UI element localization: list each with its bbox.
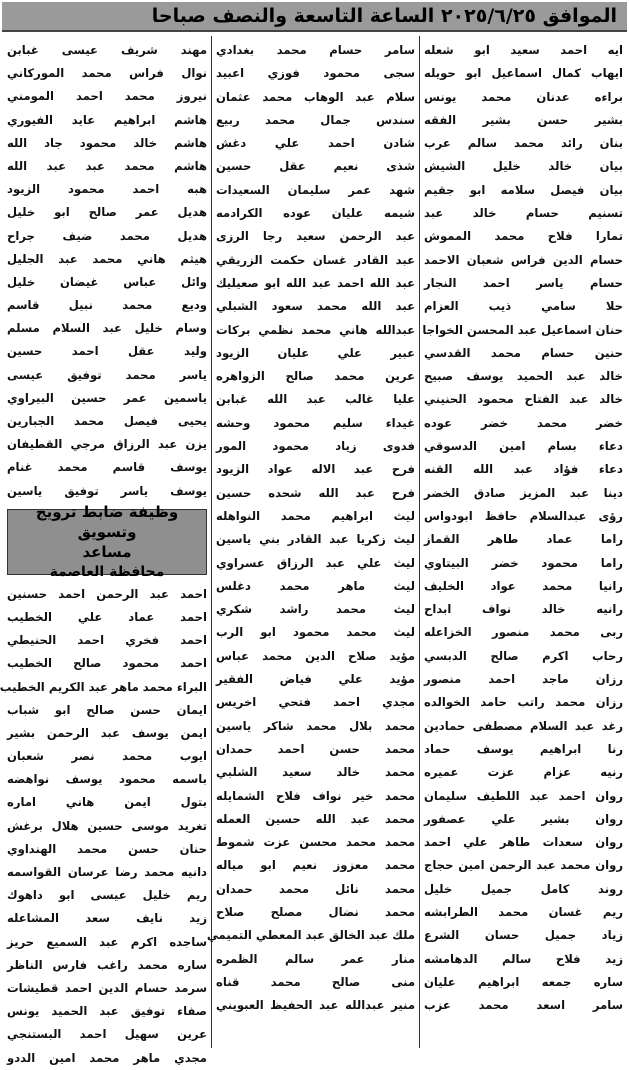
name-entry: تمارا فلاح محمد المموش <box>424 229 623 244</box>
name-entry: فرح عبد الله شحده حسين <box>216 485 415 500</box>
name-entry: ساره جمعه ابراهيم عليان <box>424 974 623 989</box>
name-entry: خضر محمد خضر عوده <box>424 415 623 430</box>
name-entry: بتول ايمن هاني اماره <box>7 795 207 810</box>
name-entry: محمد محمد محسن عزت شموط <box>216 835 415 850</box>
name-entry: خالد عبد الفتاح محمود الحنيني <box>424 392 623 407</box>
name-entry: هاشم محمد عبد عبد الله <box>7 158 207 173</box>
left-top-list <box>7 39 207 503</box>
name-entry: بشير حسن بشير الفقه <box>424 112 623 127</box>
page-header <box>2 2 627 32</box>
name-entry: مؤيد صلاح الدين محمد عباس <box>216 648 415 663</box>
name-entry: ساره محمد راغب فارس الناظر <box>7 957 207 972</box>
name-entry: ايه احمد سعيد ابو شعله <box>424 43 623 57</box>
left-bottom-list <box>0 583 207 1070</box>
name-entry: ايمن يوسف عبد الرحمن بشير <box>7 725 207 740</box>
name-entry: سرمد حسام الدين احمد قطيشات <box>7 980 207 995</box>
name-entry: عبد القادر غسان حكمت الزريقي <box>216 252 415 267</box>
name-entry: محمد خالد سعيد الشلبي <box>216 765 415 780</box>
name-entry: ليث زكريا عبد القادر بني ياسين <box>216 532 415 547</box>
name-entry: وائل عباس غيضان خليل <box>7 274 207 289</box>
name-entry: زيد نايف سعد المشاعله <box>7 911 207 926</box>
name-entry: محمد عبد الله حسين العمله <box>216 811 415 826</box>
name-entry: بنان رائد محمد سالم عرب <box>424 136 623 151</box>
name-entry: راما محمود خضر البيتاوي <box>424 555 623 570</box>
name-entry: يوسف قاسم محمد غنام <box>7 460 207 475</box>
name-entry: رنا ابراهيم يوسف حماد <box>424 741 623 756</box>
name-entry: عرين محمد صالح الزواهره <box>216 369 415 384</box>
name-entry: روند كامل جميل خليل <box>424 881 623 896</box>
name-entry: احمد فخري احمد الحنيطي <box>7 633 207 648</box>
column-right <box>419 36 627 1048</box>
name-entry: حنان اسماعيل عبد المحسن الخواجا <box>422 322 623 337</box>
name-entry: هيثم هاني محمد عبد الجليل <box>7 251 207 266</box>
name-entry: البراء محمد ماهر عبد الكريم الخطيب <box>0 679 207 694</box>
name-entry: شادن احمد علي دغش <box>216 136 415 151</box>
name-entry: رزان محمد راتب حامد الخوالده <box>424 695 623 710</box>
column-middle <box>206 36 419 1048</box>
name-entry: رغد عبد السلام مصطفى حمادين <box>424 718 623 733</box>
job-title-line3: محافظة العاصمة <box>49 563 165 580</box>
name-entry: محمد حسن احمد حمدان <box>216 741 415 756</box>
name-entry: هديل محمد ضيف جراح <box>7 228 207 243</box>
name-entry: منير عبدالله عبد الحفيظ العبويني <box>216 998 415 1013</box>
name-entry: مجدي احمد فتحي اخريس <box>216 695 415 710</box>
name-entry: يزن عبد الرزاق مرجي القطيفان <box>7 437 207 452</box>
name-entry: ياسر محمد توفيق عيسى <box>7 367 207 382</box>
name-entry: شذى نعيم عقل حسين <box>216 159 415 174</box>
name-entry: روان احمد عبد اللطيف سليمان <box>424 788 623 803</box>
name-entry: ايهاب كمال اسماعيل ابو حويله <box>424 66 623 81</box>
name-entry: دعاء بسام امين الدسوقي <box>424 439 623 454</box>
name-entry: محمد نائل محمد حمدان <box>216 881 415 896</box>
name-entry: يحيى فيصل محمد الجبارين <box>7 414 207 428</box>
job-title-line1: وظيفة ضابط ترويج وتسويق <box>35 502 179 541</box>
name-entry: شهد عمر سليمان السعيدات <box>216 182 415 197</box>
name-entry: هديل عمر صالح ابو خليل <box>7 205 207 220</box>
name-entry: فدوى زياد محمود المور <box>216 439 415 454</box>
name-entry: صفاء توفيق عبد الحميد يونس <box>7 1004 207 1019</box>
name-entry: مجدي ماهر محمد امين الددو <box>7 1050 207 1065</box>
name-entry: رانيه خالد نواف ابداح <box>424 602 623 617</box>
name-entry: براءه عدنان محمد يونس <box>424 89 623 104</box>
name-entry: سلام عبد الوهاب محمد عثمان <box>216 89 415 104</box>
name-entry: نيروز محمد احمد المومني <box>7 89 207 104</box>
name-entry: حلا سامي ذيب العزام <box>424 299 623 314</box>
name-entry: ريم خليل عيسى ابو داهوك <box>7 888 207 903</box>
name-entry: دعاء فؤاد عبد الله القنه <box>424 462 623 477</box>
name-entry: حسام الدين فراس شعبان الاحمد <box>424 252 623 267</box>
name-entry: رانيا محمد عواد الخليف <box>424 578 623 593</box>
name-entry: رزان ماجد احمد منصور <box>424 672 623 687</box>
name-entry: عليا غالب عبد الله غبابن <box>216 392 415 407</box>
columns-container <box>0 36 627 1065</box>
name-entry: عبد الرحمن سعيد رجا الرزى <box>216 229 415 244</box>
name-entry: محمد خير نواف فلاح الشمايله <box>216 788 415 803</box>
name-entry: عبدالله هاني محمد نظمي بركات <box>216 322 415 337</box>
name-entry: سامر حسام محمد بغدادي <box>216 43 415 57</box>
name-entry: بيان فيصل سلامه ابو جقيم <box>424 182 623 197</box>
name-entry: يوسف ياسر توفيق ياسين <box>7 483 207 498</box>
name-entry: عرين سهيل احمد البستنجي <box>7 1027 207 1042</box>
name-entry: ليث علي عبد الرزاق عسراوي <box>216 555 415 570</box>
name-entry: رحاب اكرم صالح الدبسي <box>424 648 623 663</box>
name-entry: رنيه عزام عزت عميره <box>424 765 623 780</box>
name-entry: غيداء سليم محمود وحشه <box>216 415 415 430</box>
name-entry: منى صالح محمد قناه <box>216 974 415 989</box>
name-entry: وسام خليل عبد السلام مسلم <box>7 321 207 336</box>
name-entry: روان سعدات طاهر علي احمد <box>424 835 623 850</box>
name-entry: وديع محمد نبيل قاسم <box>7 298 207 313</box>
name-entry: حنين حسام محمد القدسي <box>424 345 623 360</box>
name-entry: هاشم خالد محمود جاد الله <box>7 135 207 150</box>
job-title-box <box>7 502 207 580</box>
name-entry: محمد معزوز نعيم ابو مياله <box>216 858 415 873</box>
name-entry: حنان حسن محمد الهنداوي <box>7 841 207 856</box>
name-entry: روان بشير علي عصفور <box>424 811 623 826</box>
name-entry: زيد فلاح سالم الدهامشه <box>424 951 623 966</box>
name-entry: ملك عبد الخالق عبد المعطي التميمي <box>206 928 415 943</box>
name-entry: احمد محمود صالح الخطيب <box>7 656 207 671</box>
name-entry: سجى محمود فوزي اعبيد <box>216 66 415 81</box>
name-entry: ريم غسان محمد الطرابشه <box>424 904 623 919</box>
name-entry: شيمه عليان عوده الكرادمه <box>216 206 415 221</box>
name-entry: عبد الله احمد عبد الله ابو صعيليك <box>216 275 415 290</box>
name-entry: عبير علي عليان الزيود <box>216 345 415 360</box>
name-entry: دينا عبد المزيز صادق الخضر <box>424 485 623 500</box>
name-entry: ليث محمد محمود ابو الرب <box>216 625 415 640</box>
name-entry: بيان خالد خليل الشيش <box>424 159 623 174</box>
name-entry: باسمه محمود يوسف نواهضه <box>7 772 207 787</box>
name-entry: عبد الله محمد سعود الشبلي <box>216 299 415 314</box>
name-entry: زياد جميل حسان الشرع <box>424 928 623 943</box>
name-entry: محمد بلال محمد شاكر ياسين <box>216 718 415 733</box>
name-entry: سامر اسعد محمد عزب <box>424 998 623 1013</box>
name-entry: احمد عبد الرحمن احمد حسنين <box>7 586 207 601</box>
name-entry: ايوب محمد نصر شعبان <box>7 749 207 764</box>
name-entry: رؤى عبدالسلام حافظ ابودواس <box>424 508 623 523</box>
name-entry: محمد نضال مصلح صلاح <box>216 904 415 919</box>
name-entry: منار عمر سالم الظمره <box>216 951 415 966</box>
name-entry: هبه احمد محمود الزيود <box>7 182 207 197</box>
name-entry: تغريد موسى حسين هلال برغش <box>7 818 207 833</box>
name-entry: سندس جمال محمد ربيع <box>216 112 415 127</box>
name-entry: نوال فراس محمد الموركاني <box>7 66 207 81</box>
name-entry: مهند شريف عيسى غبابن <box>7 43 207 57</box>
name-entry: فرح عبد الاله عواد الزيود <box>216 462 415 477</box>
name-entry: هاشم ابراهيم عايد الفيوري <box>7 112 207 127</box>
name-entry: احمد عماد علي الخطيب <box>7 609 207 624</box>
name-entry: ياسمين عمر حسين البيراوي <box>7 390 207 405</box>
name-entry: ليث محمد راشد شكري <box>216 602 415 617</box>
name-entry: وليد عقل احمد حسين <box>7 344 207 359</box>
name-entry: ليث ماهر محمد دغلس <box>216 578 415 593</box>
header-title: الموافق ٢٠٢٥/٦/٢٥ الساعة التاسعة والنصف صباحا <box>151 5 617 27</box>
name-entry: راما عماد طاهر القماز <box>424 532 623 547</box>
name-entry: تسنيم حسام خالد عبد <box>424 206 623 221</box>
job-title-line2: مساعد <box>82 542 132 561</box>
name-entry: مؤيد علي فياض الفقير <box>216 672 415 687</box>
name-entry: روان محمد عبد الرحمن امين حجاج <box>424 858 623 873</box>
name-entry: ساجده اكرم عبد السميع حريز <box>7 934 207 949</box>
name-entry: حسام ياسر احمد النجار <box>424 275 623 290</box>
name-entry: ربى محمد منصور الخزاعله <box>424 625 623 640</box>
name-entry: ليث ابراهيم محمد النواهله <box>216 508 415 523</box>
name-entry: ايمان حسن صالح ابو شباب <box>7 702 207 717</box>
name-entry: دانيه محمد رضا عرسان القواسمه <box>7 865 207 879</box>
name-entry: خالد عبد الحميد يوسف صبيح <box>424 369 623 384</box>
column-left <box>0 36 211 1065</box>
